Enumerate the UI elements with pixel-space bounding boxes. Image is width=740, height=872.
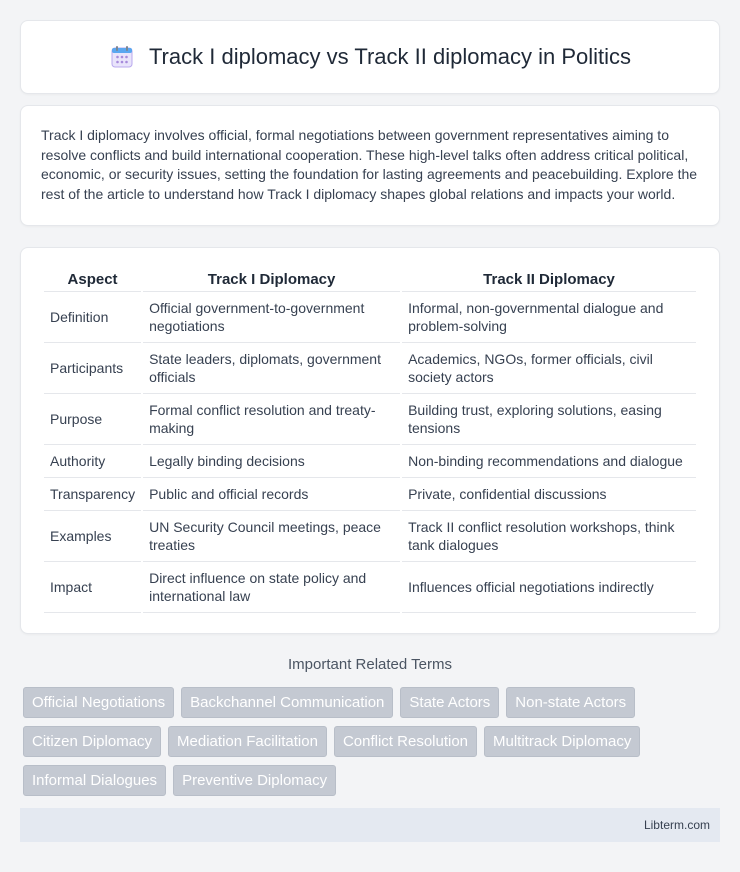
row-track-ii: Informal, non-governmental dialogue and problem-solving: [402, 292, 696, 343]
tag-state-actors[interactable]: State Actors: [400, 687, 499, 718]
tag-preventive-diplomacy[interactable]: Preventive Diplomacy: [173, 765, 336, 796]
footer: [20, 808, 720, 842]
calendar-icon: [109, 44, 135, 70]
footer-site-link[interactable]: Libterm.com: [643, 818, 710, 832]
table-row: [44, 394, 696, 445]
table-row: [44, 343, 696, 394]
row-track-i: Official government-to-government negotiations: [143, 292, 400, 343]
header-aspect: Aspect: [44, 268, 141, 292]
table-row: [44, 292, 696, 343]
row-track-i: Formal conflict resolution and treaty-making: [143, 394, 400, 445]
tag-conflict-resolution[interactable]: Conflict Resolution: [334, 726, 477, 757]
row-aspect: Purpose: [44, 394, 141, 445]
tag-multitrack-diplomacy[interactable]: Multitrack Diplomacy: [484, 726, 640, 757]
tag-backchannel-communication[interactable]: Backchannel Communication: [181, 687, 393, 718]
row-track-i: UN Security Council meetings, peace treaties: [143, 511, 400, 562]
table-row: [44, 562, 696, 613]
tag-official-negotiations[interactable]: Official Negotiations: [23, 687, 174, 718]
row-track-i: Public and official records: [143, 478, 400, 511]
row-aspect: Authority: [44, 445, 141, 478]
tag-mediation-facilitation[interactable]: Mediation Facilitation: [168, 726, 327, 757]
row-track-ii: Building trust, exploring solutions, easing tensions: [402, 394, 696, 445]
row-track-i: State leaders, diplomats, government officials: [143, 343, 400, 394]
tag-citizen-diplomacy[interactable]: Citizen Diplomacy: [23, 726, 161, 757]
related-terms-list: [20, 687, 720, 796]
table-row: [44, 511, 696, 562]
header-track-ii: Track II Diplomacy: [402, 268, 696, 292]
row-aspect: Participants: [44, 343, 141, 394]
tag-informal-dialogues[interactable]: Informal Dialogues: [23, 765, 166, 796]
row-track-i: Legally binding decisions: [143, 445, 400, 478]
comparison-table-card: [20, 247, 720, 634]
table-row: [44, 445, 696, 478]
table-row: [44, 478, 696, 511]
row-aspect: Transparency: [44, 478, 141, 511]
comparison-table: [42, 268, 698, 613]
row-track-i: Direct influence on state policy and international law: [143, 562, 400, 613]
header-track-i: Track I Diplomacy: [143, 268, 400, 292]
title-card: [20, 20, 720, 94]
row-track-ii: Private, confidential discussions: [402, 478, 696, 511]
related-terms-title: Important Related Terms: [288, 656, 452, 673]
table-header-row: [44, 268, 696, 292]
row-track-ii: Influences official negotiations indirectly: [402, 562, 696, 613]
row-aspect: Definition: [44, 292, 141, 343]
row-track-ii: Non-binding recommendations and dialogue: [402, 445, 696, 478]
page-title: Track I diplomacy vs Track II diplomacy in Politics: [148, 44, 632, 69]
tag-non-state-actors[interactable]: Non-state Actors: [506, 687, 635, 718]
intro-paragraph: Track I diplomacy involves official, formal negotiations between government representatives aiming to resolve conflicts and build international cooperation. These high-level talks often address critical political, economic, or security issues, setting the foundation for lasting agreements and peacebuilding. Explore the rest of the article to understand how Track I diplomacy shapes global relations and impacts your world.: [41, 127, 698, 202]
row-aspect: Examples: [44, 511, 141, 562]
row-aspect: Impact: [44, 562, 141, 613]
intro-card: [20, 105, 720, 226]
row-track-ii: Track II conflict resolution workshops, think tank dialogues: [402, 511, 696, 562]
row-track-ii: Academics, NGOs, former officials, civil society actors: [402, 343, 696, 394]
